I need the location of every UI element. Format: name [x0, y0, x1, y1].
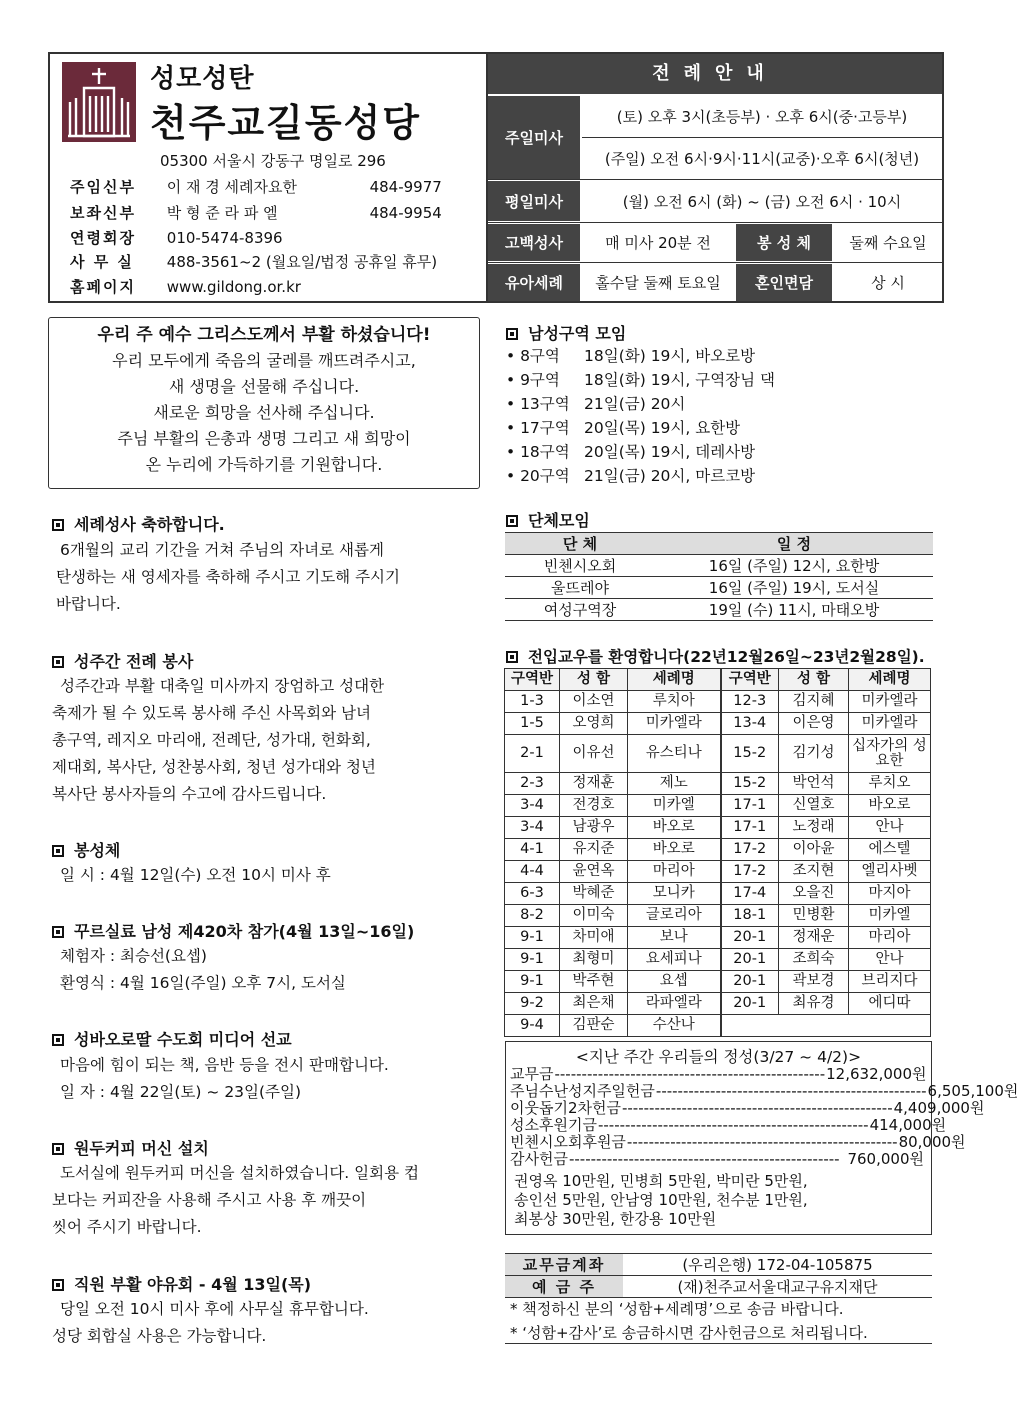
staff-role: 홈페이지 [70, 278, 136, 296]
list-item: • 18구역 20일(목) 19시, 데레사방 [506, 443, 756, 461]
communion-body: 일 시 : 4월 12일(수) 오전 10시 미사 후 [60, 866, 331, 884]
cursillo-heading: 꾸르실료 남성 제420차 참가(4월 13일~16일) [52, 919, 414, 942]
easter-line: 새로운 희망을 선사해 주십니다. [153, 403, 375, 422]
staff-role: 사 무 실 [70, 253, 134, 271]
groups-heading: 단체모임 [506, 508, 590, 531]
weekday-mass-label: 평일미사 [488, 181, 580, 221]
table-row [505, 1254, 932, 1276]
offering-line: 이웃돕기2차헌금 -------------------------------------------------- 4,409,000원 [510, 1099, 985, 1117]
list-item: • 13구역 21일(금) 20시 [506, 395, 686, 413]
offering-lines [510, 1065, 1018, 1168]
schedule-title: 전례안내 [488, 54, 942, 94]
parish-title: 천주교길동성당 [150, 101, 421, 145]
donor-list [514, 1172, 808, 1229]
staff-outing-heading: 직원 부활 야유회 - 4월 13일(목) [52, 1272, 311, 1295]
members-table [504, 668, 931, 1037]
staff-role: 연령회장 [70, 229, 136, 247]
table-row: 6-3 박혜준 모니카 17-4 오을진 마지아 [505, 883, 931, 905]
staff-row [70, 202, 442, 223]
adoration-value: 둘째 수요일 [849, 234, 927, 252]
staff-row [70, 227, 283, 248]
table-header: 단 체 일 정 [505, 533, 933, 555]
holyweek-heading: 성주간 전례 봉사 [52, 649, 193, 672]
table-row: 4-1 유지준 바오로 17-2 이아윤 에스텔 [505, 839, 931, 861]
table-row: 빈첸시오회 16일 (주일) 12시, 요한방 [505, 555, 933, 577]
baptism-body: 6개월의 교리 기간을 거쳐 주님의 자녀로 새롭게 탄생하는 새 영세자를 축하해 주시고 기도해 주시기 바랍니다. [56, 541, 400, 613]
divider [488, 262, 942, 263]
coffee-heading: 원두커피 머신 설치 [52, 1136, 209, 1159]
staff-outing-body: 당일 오전 10시 미사 후에 사무실 휴무합니다. 성당 회합실 사용은 가능합니다. [52, 1300, 369, 1345]
divider [505, 1343, 932, 1344]
infant-baptism-value: 홀수달 둘째 토요일 [595, 274, 721, 292]
account-label: 교무금계좌 [505, 1254, 623, 1276]
donor-line: 최봉상 30만원, 한강용 10만원 [514, 1210, 717, 1228]
table-row: 여성구역장 19일 (수) 11시, 마태오방 [505, 599, 933, 621]
easter-line: 우리 주 예수 그리스도께서 부활 하셨습니다! [97, 325, 431, 345]
homepage-link[interactable]: www.gildong.or.kr [166, 278, 301, 296]
list-item: • 17구역 20일(목) 19시, 요한방 [506, 419, 741, 437]
divider [488, 222, 942, 223]
table-row: 9-1 박주현 요셉 20-1 곽보경 브리지다 [505, 971, 931, 993]
table-row: 9-1 차미애 보나 20-1 정재운 마리아 [505, 927, 931, 949]
weekday-mass-times: (월) 오전 6시 (화) ~ (금) 오전 6시 · 10시 [622, 192, 902, 211]
account-notes [510, 1297, 868, 1345]
staff-row [70, 276, 301, 297]
baptism-heading: 세례성사 축하합니다. [52, 512, 225, 535]
table-row: 3-4 남광우 바오로 17-1 노정래 안나 [505, 817, 931, 839]
divider [488, 179, 942, 180]
table-row: 9-1 최형미 요세피나 20-1 조희숙 안나 [505, 949, 931, 971]
staff-role: 보좌신부 [70, 204, 136, 222]
sunday-mass-saturday: (토) 오후 3시(초등부) · 오후 6시(중·고등부) [616, 107, 908, 126]
offering-line: 교무금 -------------------------------------------------- 12,632,000원 [510, 1065, 927, 1083]
note-line: * ‘성함+감사’로 송금하시면 감사헌금으로 처리됩니다. [510, 1324, 868, 1342]
account-holder: (재)천주교서울대교구유지재단 [623, 1276, 932, 1298]
district-heading: 남성구역 모임 [506, 321, 626, 344]
communion-heading: 봉성체 [52, 838, 120, 861]
list-item: • 8구역 18일(화) 19시, 바오로방 [506, 347, 756, 365]
parish-address: 05300 서울시 강동구 명일로 296 [160, 152, 386, 170]
easter-line: 새 생명을 선물해 주십니다. [168, 377, 360, 396]
table-row: 2-3 정재훈 제노 15-2 박언석 루치오 [505, 773, 931, 795]
church-logo-icon [62, 62, 136, 142]
offering-title: <지난 주간 우리들의 정성(3/27 ~ 4/2)> [575, 1048, 862, 1066]
adoration-label: 봉 성 체 [736, 224, 832, 261]
easter-line: 주님 부활의 은총과 생명 그리고 새 희망이 [117, 429, 411, 448]
table-row [505, 1276, 932, 1298]
table-row: 울뜨레야 16일 (주일) 19시, 도서실 [505, 577, 933, 599]
list-item: • 20구역 21일(금) 20시, 마르코방 [506, 467, 756, 485]
cursillo-body: 체험자 : 최승선(요셉) 환영식 : 4월 16일(주일) 오후 7시, 도서실 [60, 947, 346, 992]
staff-value: 488-3561~2 (월요일/법정 공휴일 휴무) [166, 253, 438, 271]
staff-row [70, 251, 437, 272]
staff-name: 박 형 준 라 파 엘 [166, 204, 278, 222]
confession-value: 매 미사 20분 전 [605, 234, 711, 252]
offering-line: 감사헌금 -------------------------------------------------- 760,000원 [510, 1150, 924, 1168]
easter-line: 우리 모두에게 죽음의 굴레를 깨뜨려주시고, [112, 351, 416, 370]
table-row: 4-4 윤연옥 마리아 17-2 조지현 엘리사벳 [505, 861, 931, 883]
table-row: 9-2 최은채 라파엘라 20-1 최유경 에디따 [505, 993, 931, 1015]
donor-line: 권영옥 10만원, 민병희 5만원, 박미란 5만원, [514, 1172, 808, 1190]
table-row: 1-5 오영희 미카엘라 13-4 이은영 미카엘라 [505, 713, 931, 735]
donor-line: 송인선 5만원, 안남영 10만원, 천수분 1만원, [514, 1191, 808, 1209]
staff-value: 010-5474-8396 [166, 229, 283, 247]
table-row: 9-4 김판순 수산나 [505, 1015, 931, 1037]
account-number: (우리은행) 172-04-105875 [623, 1254, 932, 1276]
staff-name: 이 재 경 세례자요한 [166, 178, 298, 196]
note-line: * 책정하신 분의 ‘성함+세례명’으로 송금 바랍니다. [510, 1300, 844, 1318]
offering-line: 성소후원기금 -------------------------------------------------- 414,000원 [510, 1116, 947, 1134]
paul-heading: 성바오로딸 수도회 미디어 선교 [52, 1027, 292, 1050]
account-table [505, 1253, 932, 1298]
list-item: • 9구역 18일(화) 19시, 구역장님 댁 [506, 371, 776, 389]
staff-phone: 484-9954 [369, 204, 442, 222]
paul-body: 마음에 힘이 되는 책, 음반 등을 전시 판매합니다. 일 자 : 4월 22일(토) ~ 23일(주일) [60, 1056, 389, 1101]
offering-line: 빈첸시오회후원금 -------------------------------------------------- 80,000원 [510, 1133, 966, 1151]
members-heading: 전입교우를 환영합니다(22년12월26일~23년2월28일). [506, 645, 925, 667]
groups-table [505, 532, 933, 621]
marriage-value: 상 시 [871, 274, 905, 292]
easter-line: 온 누리에 가득하기를 기원합니다. [145, 455, 383, 474]
coffee-body: 도서실에 원두커피 머신을 설치하였습니다. 일회용 컵 보다는 커피잔을 사용해 주시고 사용 후 깨끗이 씻어 주시기 바랍니다. [52, 1164, 419, 1236]
staff-row [70, 176, 442, 197]
sunday-mass-label: 주일미사 [488, 96, 580, 179]
parish-subtitle: 성모성탄 [150, 64, 255, 94]
staff-role: 주임신부 [70, 178, 136, 196]
holyweek-body: 성주간과 부활 대축일 미사까지 장엄하고 성대한 축제가 될 수 있도록 봉사해 주신 사목회와 남녀 총구역, 레지오 마리애, 전례단, 성가대, 헌화회, 제대회, 복사단, 성찬봉사회, 청년 성가대와 청년 복사단 봉사자들의 수고에 감사드립니다. [52, 677, 385, 803]
table-row: 1-3 이소연 루치아 12-3 김지혜 미카엘라 [505, 691, 931, 713]
table-row: 2-1 이유선 유스티나 15-2 김기성 십자가의 성요한 [505, 735, 931, 773]
account-holder-label: 예 금 주 [505, 1276, 623, 1298]
marriage-label: 혼인면담 [736, 264, 832, 301]
confession-label: 고백성사 [488, 224, 580, 261]
sunday-mass-sunday: (주일) 오전 6시·9시·11시(교중)·오후 6시(청년) [604, 149, 920, 168]
easter-message [48, 317, 480, 489]
offering-line: 주님수난성지주일헌금 -------------------------------------------------- 6,505,100원 [510, 1082, 1018, 1100]
district-list [506, 344, 775, 488]
infant-baptism-label: 유아세례 [488, 264, 580, 301]
table-row: 8-2 이미숙 글로리아 18-1 민병환 미카엘 [505, 905, 931, 927]
table-row: 3-4 전경호 미카엘 17-1 신열호 바오로 [505, 795, 931, 817]
table-header: 구역반 성 함 세례명 구역반 성 함 세례명 [505, 669, 931, 691]
staff-phone: 484-9977 [369, 178, 442, 196]
